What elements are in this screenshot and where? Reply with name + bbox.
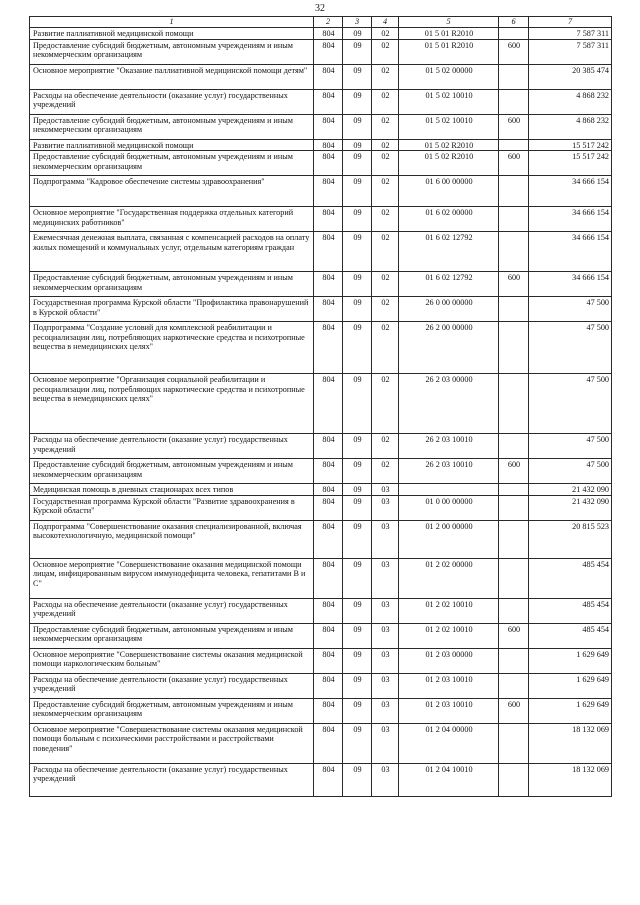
expense-type-code	[499, 64, 529, 89]
expense-type-code	[499, 598, 529, 623]
amount: 485 454	[529, 558, 612, 598]
subsection-code: 03	[372, 723, 399, 763]
row-name: Развитие паллиативной медицинской помощи	[30, 139, 314, 151]
ministry-code: 804	[314, 673, 343, 698]
table-row	[30, 114, 612, 139]
amount: 21 432 090	[529, 495, 612, 520]
target-article-code: 26 2 03 10010	[399, 434, 499, 459]
amount: 18 132 069	[529, 763, 612, 796]
column-header: 7	[529, 17, 612, 28]
section-code: 09	[343, 322, 372, 374]
table-row	[30, 297, 612, 322]
page-number: 32	[315, 3, 325, 14]
row-name: Предоставление субсидий бюджетным, автономным учреждениям и иным некоммерческим организациям	[30, 459, 314, 484]
ministry-code: 804	[314, 558, 343, 598]
row-name: Основное мероприятие "Совершенствование системы оказания медицинской помощи больным с психическими расстройствами и расстройствами поведения"	[30, 723, 314, 763]
amount: 1 629 649	[529, 673, 612, 698]
table-row	[30, 151, 612, 176]
target-article-code: 01 6 00 00000	[399, 176, 499, 207]
ministry-code: 804	[314, 723, 343, 763]
section-code: 09	[343, 272, 372, 297]
amount: 34 666 154	[529, 207, 612, 232]
expense-type-code: 600	[499, 151, 529, 176]
subsection-code: 02	[372, 272, 399, 297]
target-article-code: 01 2 02 10010	[399, 598, 499, 623]
table-row	[30, 272, 612, 297]
target-article-code: 01 2 03 10010	[399, 673, 499, 698]
expense-type-code	[499, 28, 529, 40]
row-name: Подпрограмма "Создание условий для комплексной реабилитации и ресоциализации лиц, потребляющих наркотические средства и психотропные вещества в немедицинских целях"	[30, 322, 314, 374]
amount: 485 454	[529, 598, 612, 623]
subsection-code: 02	[372, 89, 399, 114]
row-name: Ежемесячная денежная выплата, связанная с компенсацией расходов на оплату жилых помещений и коммунальных услуг, отдельным категориям граждан	[30, 232, 314, 272]
row-name: Расходы на обеспечение деятельности (оказание услуг) государственных учреждений	[30, 763, 314, 796]
section-code: 09	[343, 232, 372, 272]
target-article-code: 26 2 03 00000	[399, 374, 499, 434]
subsection-code: 02	[372, 114, 399, 139]
expense-type-code	[499, 520, 529, 558]
section-code: 09	[343, 151, 372, 176]
ministry-code: 804	[314, 459, 343, 484]
row-name: Предоставление субсидий бюджетным, автономным учреждениям и иным некоммерческим организациям	[30, 698, 314, 723]
section-code: 09	[343, 176, 372, 207]
section-code: 09	[343, 434, 372, 459]
amount: 47 500	[529, 322, 612, 374]
subsection-code: 03	[372, 558, 399, 598]
amount: 15 517 242	[529, 139, 612, 151]
table-row	[30, 698, 612, 723]
amount: 21 432 090	[529, 484, 612, 496]
ministry-code: 804	[314, 89, 343, 114]
target-article-code: 01 6 02 12792	[399, 272, 499, 297]
column-header: 5	[399, 17, 499, 28]
column-header: 1	[30, 17, 314, 28]
column-number-row	[30, 17, 612, 28]
target-article-code: 26 2 03 10010	[399, 459, 499, 484]
expense-type-code	[499, 434, 529, 459]
target-article-code: 01 5 02 10010	[399, 114, 499, 139]
row-name: Основное мероприятие "Организация социальной реабилитации и ресоциализации лиц, потребляющих наркотические средства и психотропные вещества в немедицинских целях"	[30, 374, 314, 434]
subsection-code: 02	[372, 434, 399, 459]
ministry-code: 804	[314, 374, 343, 434]
row-name: Предоставление субсидий бюджетным, автономным учреждениям и иным некоммерческим организациям	[30, 39, 314, 64]
expense-type-code: 600	[499, 114, 529, 139]
amount: 18 132 069	[529, 723, 612, 763]
target-article-code: 01 2 02 10010	[399, 623, 499, 648]
expense-type-code	[499, 322, 529, 374]
amount: 15 517 242	[529, 151, 612, 176]
section-code: 09	[343, 495, 372, 520]
section-code: 09	[343, 723, 372, 763]
expense-type-code	[499, 207, 529, 232]
target-article-code: 01 5 02 R2010	[399, 151, 499, 176]
amount: 1 629 649	[529, 648, 612, 673]
ministry-code: 804	[314, 207, 343, 232]
table-row	[30, 484, 612, 496]
target-article-code: 26 2 00 00000	[399, 322, 499, 374]
target-article-code: 01 2 04 00000	[399, 723, 499, 763]
expense-type-code	[499, 648, 529, 673]
section-code: 09	[343, 673, 372, 698]
subsection-code: 03	[372, 623, 399, 648]
ministry-code: 804	[314, 232, 343, 272]
amount: 47 500	[529, 297, 612, 322]
target-article-code: 01 0 00 00000	[399, 495, 499, 520]
ministry-code: 804	[314, 139, 343, 151]
expense-type-code	[499, 495, 529, 520]
section-code: 09	[343, 28, 372, 40]
amount: 4 868 232	[529, 89, 612, 114]
subsection-code: 02	[372, 139, 399, 151]
ministry-code: 804	[314, 28, 343, 40]
subsection-code: 03	[372, 648, 399, 673]
expense-type-code	[499, 176, 529, 207]
target-article-code: 01 5 02 00000	[399, 64, 499, 89]
table-row	[30, 232, 612, 272]
table-row	[30, 459, 612, 484]
row-name: Основное мероприятие "Совершенствование оказания медицинской помощи лицам, инфицированным вирусом иммунодефицита человека, гепатитами В и С"	[30, 558, 314, 598]
table-row	[30, 520, 612, 558]
row-name: Основное мероприятие "Совершенствование системы оказания медицинской помощи наркологическим больным"	[30, 648, 314, 673]
ministry-code: 804	[314, 39, 343, 64]
target-article-code: 26 0 00 00000	[399, 297, 499, 322]
target-article-code: 01 5 02 10010	[399, 89, 499, 114]
expense-type-code: 600	[499, 623, 529, 648]
row-name: Расходы на обеспечение деятельности (оказание услуг) государственных учреждений	[30, 434, 314, 459]
expense-type-code	[499, 763, 529, 796]
table-row	[30, 89, 612, 114]
target-article-code: 01 2 03 00000	[399, 648, 499, 673]
column-header: 4	[372, 17, 399, 28]
ministry-code: 804	[314, 176, 343, 207]
table-row	[30, 558, 612, 598]
table-row	[30, 673, 612, 698]
column-header: 3	[343, 17, 372, 28]
row-name: Основное мероприятие "Оказание паллиативной медицинской помощи детям"	[30, 64, 314, 89]
row-name: Основное мероприятие "Государственная поддержка отдельных категорий медицинских работников"	[30, 207, 314, 232]
section-code: 09	[343, 139, 372, 151]
expense-type-code: 600	[499, 459, 529, 484]
expense-type-code	[499, 89, 529, 114]
section-code: 09	[343, 64, 372, 89]
table-row	[30, 374, 612, 434]
target-article-code: 01 2 03 10010	[399, 698, 499, 723]
target-article-code: 01 2 04 10010	[399, 763, 499, 796]
ministry-code: 804	[314, 151, 343, 176]
section-code: 09	[343, 558, 372, 598]
expense-type-code: 600	[499, 39, 529, 64]
subsection-code: 03	[372, 495, 399, 520]
amount: 47 500	[529, 459, 612, 484]
ministry-code: 804	[314, 763, 343, 796]
subsection-code: 02	[372, 151, 399, 176]
amount: 34 666 154	[529, 232, 612, 272]
section-code: 09	[343, 114, 372, 139]
section-code: 09	[343, 648, 372, 673]
section-code: 09	[343, 207, 372, 232]
expense-type-code	[499, 232, 529, 272]
row-name: Государственная программа Курской области "Развитие здравоохранения в Курской области"	[30, 495, 314, 520]
target-article-code: 01 5 01 R2010	[399, 28, 499, 40]
subsection-code: 02	[372, 64, 399, 89]
amount: 47 500	[529, 434, 612, 459]
subsection-code: 03	[372, 763, 399, 796]
table-row	[30, 598, 612, 623]
amount: 1 629 649	[529, 698, 612, 723]
table-row	[30, 39, 612, 64]
target-article-code: 01 5 02 R2010	[399, 139, 499, 151]
subsection-code: 02	[372, 322, 399, 374]
ministry-code: 804	[314, 495, 343, 520]
table-row	[30, 176, 612, 207]
section-code: 09	[343, 484, 372, 496]
ministry-code: 804	[314, 272, 343, 297]
row-name: Медицинская помощь в дневных стационарах всех типов	[30, 484, 314, 496]
table-row	[30, 64, 612, 89]
table-row	[30, 763, 612, 796]
row-name: Подпрограмма "Кадровое обеспечение системы здравоохранения"	[30, 176, 314, 207]
table-row	[30, 495, 612, 520]
expense-type-code	[499, 673, 529, 698]
row-name: Развитие паллиативной медицинской помощи	[30, 28, 314, 40]
target-article-code: 01 2 02 00000	[399, 558, 499, 598]
row-name: Расходы на обеспечение деятельности (оказание услуг) государственных учреждений	[30, 89, 314, 114]
amount: 34 666 154	[529, 176, 612, 207]
expense-type-code	[499, 558, 529, 598]
row-name: Предоставление субсидий бюджетным, автономным учреждениям и иным некоммерческим организациям	[30, 623, 314, 648]
subsection-code: 02	[372, 207, 399, 232]
amount: 7 587 311	[529, 39, 612, 64]
expense-type-code: 600	[499, 698, 529, 723]
ministry-code: 804	[314, 322, 343, 374]
amount: 7 587 311	[529, 28, 612, 40]
amount: 47 500	[529, 374, 612, 434]
row-name: Расходы на обеспечение деятельности (оказание услуг) государственных учреждений	[30, 598, 314, 623]
section-code: 09	[343, 39, 372, 64]
subsection-code: 02	[372, 28, 399, 40]
table-row	[30, 723, 612, 763]
amount: 485 454	[529, 623, 612, 648]
row-name: Предоставление субсидий бюджетным, автономным учреждениям и иным некоммерческим организациям	[30, 151, 314, 176]
expense-type-code	[499, 297, 529, 322]
row-name: Государственная программа Курской области "Профилактика правонарушений в Курской области"	[30, 297, 314, 322]
row-name: Расходы на обеспечение деятельности (оказание услуг) государственных учреждений	[30, 673, 314, 698]
ministry-code: 804	[314, 297, 343, 322]
expense-type-code	[499, 723, 529, 763]
subsection-code: 03	[372, 520, 399, 558]
table-row	[30, 28, 612, 40]
subsection-code: 02	[372, 459, 399, 484]
expense-type-code	[499, 484, 529, 496]
row-name: Предоставление субсидий бюджетным, автономным учреждениям и иным некоммерческим организациям	[30, 272, 314, 297]
subsection-code: 02	[372, 39, 399, 64]
table-body	[30, 28, 612, 797]
section-code: 09	[343, 459, 372, 484]
table-row	[30, 322, 612, 374]
ministry-code: 804	[314, 520, 343, 558]
target-article-code: 01 6 02 00000	[399, 207, 499, 232]
ministry-code: 804	[314, 434, 343, 459]
subsection-code: 02	[372, 297, 399, 322]
ministry-code: 804	[314, 64, 343, 89]
subsection-code: 02	[372, 374, 399, 434]
expense-type-code	[499, 374, 529, 434]
amount: 4 868 232	[529, 114, 612, 139]
section-code: 09	[343, 520, 372, 558]
expense-type-code: 600	[499, 272, 529, 297]
table-row	[30, 648, 612, 673]
section-code: 09	[343, 374, 372, 434]
subsection-code: 02	[372, 176, 399, 207]
ministry-code: 804	[314, 114, 343, 139]
subsection-code: 03	[372, 484, 399, 496]
table-row	[30, 434, 612, 459]
subsection-code: 03	[372, 673, 399, 698]
subsection-code: 02	[372, 232, 399, 272]
subsection-code: 03	[372, 698, 399, 723]
column-header: 2	[314, 17, 343, 28]
section-code: 09	[343, 598, 372, 623]
column-header: 6	[499, 17, 529, 28]
ministry-code: 804	[314, 484, 343, 496]
ministry-code: 804	[314, 598, 343, 623]
section-code: 09	[343, 623, 372, 648]
row-name: Подпрограмма "Совершенствование оказания специализированной, включая высокотехнологичную, медицинской помощи"	[30, 520, 314, 558]
ministry-code: 804	[314, 698, 343, 723]
target-article-code	[399, 484, 499, 496]
target-article-code: 01 5 01 R2010	[399, 39, 499, 64]
amount: 34 666 154	[529, 272, 612, 297]
amount: 20 385 474	[529, 64, 612, 89]
subsection-code: 03	[372, 598, 399, 623]
table-row	[30, 139, 612, 151]
ministry-code: 804	[314, 648, 343, 673]
ministry-code: 804	[314, 623, 343, 648]
expense-type-code	[499, 139, 529, 151]
table-row	[30, 207, 612, 232]
budget-table	[29, 16, 612, 797]
target-article-code: 01 6 02 12792	[399, 232, 499, 272]
section-code: 09	[343, 89, 372, 114]
table-row	[30, 623, 612, 648]
amount: 20 815 523	[529, 520, 612, 558]
section-code: 09	[343, 297, 372, 322]
section-code: 09	[343, 763, 372, 796]
row-name: Предоставление субсидий бюджетным, автономным учреждениям и иным некоммерческим организациям	[30, 114, 314, 139]
target-article-code: 01 2 00 00000	[399, 520, 499, 558]
section-code: 09	[343, 698, 372, 723]
